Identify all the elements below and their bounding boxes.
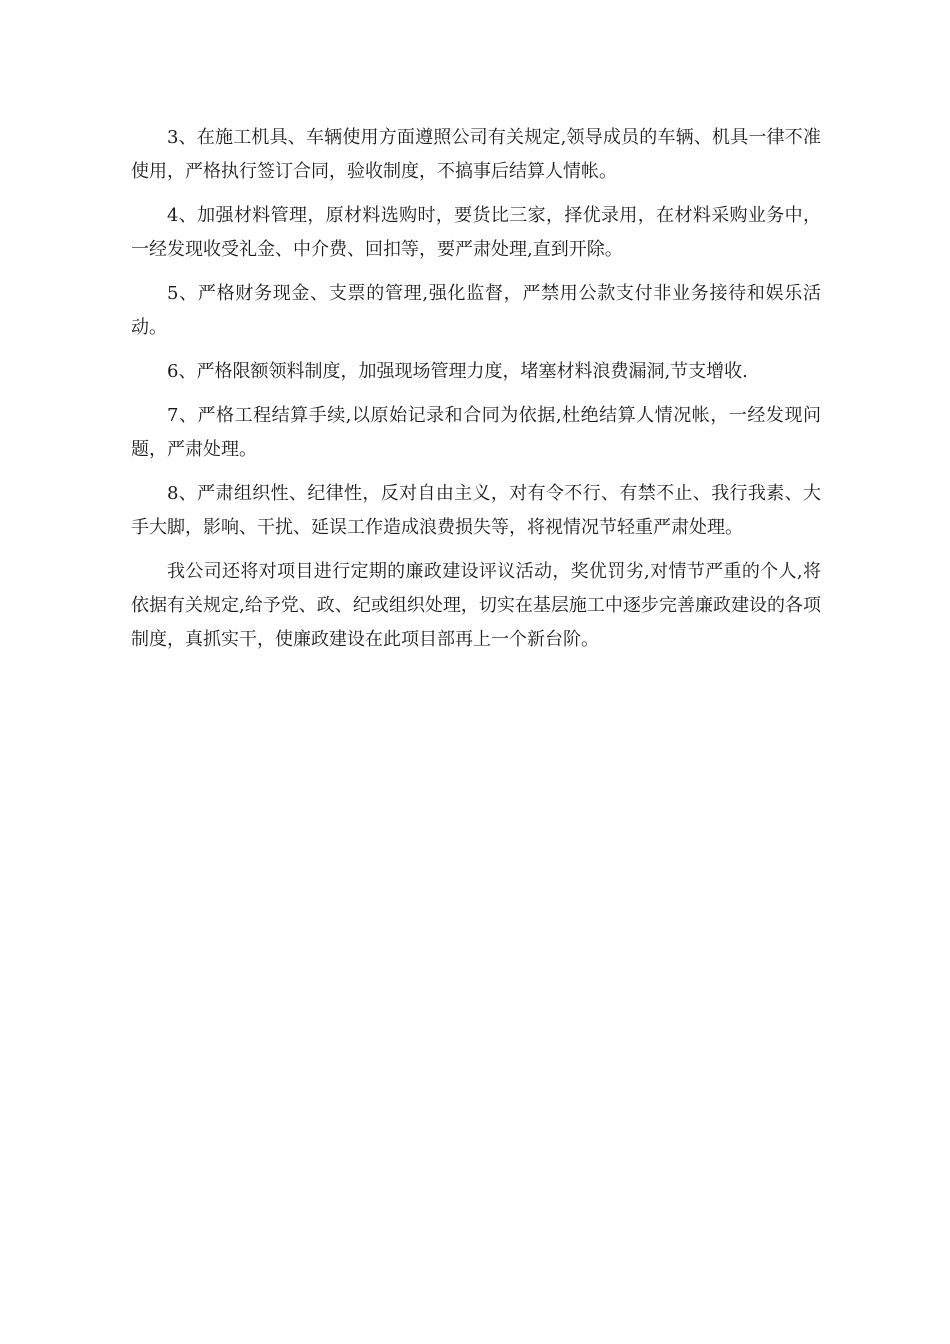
closing-paragraph: 我公司还将对项目进行定期的廉政建设评议活动，奖优罚劣,对情节严重的个人,将依据有关规定,给予党、政、纪或组织处理，切实在基层施工中逐步完善廉政建设的各项制度，真抓实干，使廉政建设在此项目部再上一个新台阶。 — [131, 561, 821, 650]
document-body — [131, 121, 821, 657]
paragraph-item-3: 3、在施工机具、车辆使用方面遵照公司有关规定,领导成员的车辆、机具一律不准使用，严格执行签订合同，验收制度，不搞事后结算人情帐。 — [131, 127, 821, 182]
paragraph-item-5: 5、严格财务现金、支票的管理,强化监督，严禁用公款支付非业务接待和娱乐活动。 — [131, 283, 821, 338]
paragraph-item-7: 7、严格工程结算手续,以原始记录和合同为依据,杜绝结算人情况帐，一经发现问题，严肃处理。 — [131, 405, 821, 460]
paragraph-item-6: 6、严格限额领料制度，加强现场管理力度，堵塞材料浪费漏洞,节支增收. — [167, 361, 748, 382]
paragraph-item-8: 8、严肃组织性、纪律性，反对自由主义，对有令不行、有禁不止、我行我素、大手大脚，影响、干扰、延误工作造成浪费损失等，将视情况节轻重严肃处理。 — [131, 483, 821, 538]
paragraph-item-4: 4、加强材料管理，原材料选购时，要货比三家，择优录用，在材料采购业务中，一经发现收受礼金、中介费、回扣等，要严肃处理,直到开除。 — [131, 205, 821, 260]
